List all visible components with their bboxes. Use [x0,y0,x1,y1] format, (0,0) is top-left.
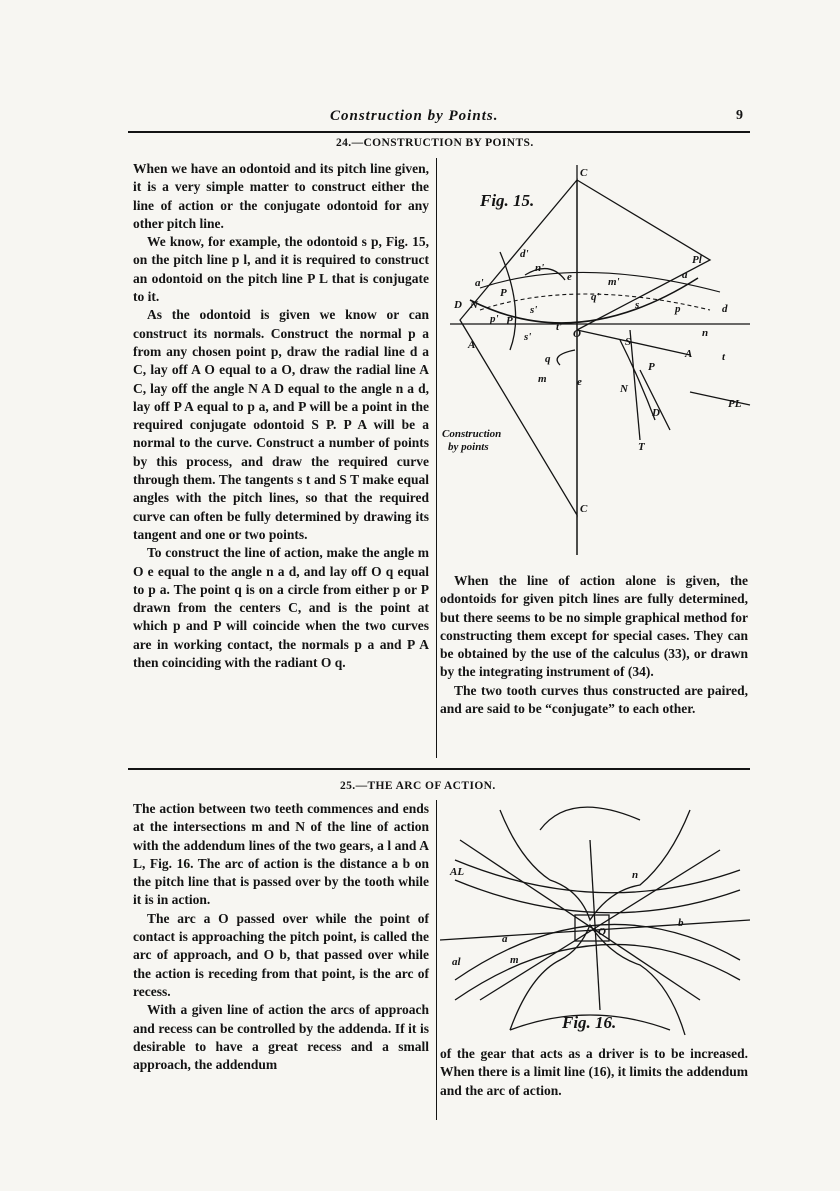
label-T: T [638,441,645,453]
label-n: n [702,327,709,339]
label-a: a [502,933,508,945]
label-N-right: N [620,383,628,395]
label-al: al [452,956,461,968]
section-25-right-column [440,1045,748,1100]
label-n-prime: n' [535,262,545,274]
column-divider [436,800,437,1120]
paragraph: With a given line of action the arcs of approach and recess can be controlled by the addenda. If it is desirable to have a great recess and a small approach, the addendum [133,1002,429,1073]
upper-right-lines [577,180,710,330]
label-C-top: C [580,167,588,179]
label-O: O [598,926,606,938]
label-e-upper: e [567,271,572,283]
figure-15 [440,160,760,570]
label-a-prime: a' [475,277,484,289]
label-n: n [632,869,639,881]
label-p-prime: p' [490,313,499,325]
label-s-prime: s' [530,304,538,316]
paragraph: When we have an odontoid and its pitch line given, it is a very simple matter to construct either the line of action or the conjugate odontoid for any other pitch line. [133,161,429,231]
figure-15-caption-1: Construction [442,428,502,440]
label-O: O [573,328,581,340]
section-24-right-column [440,572,748,718]
header-rule [128,131,750,133]
line-of-action-2 [480,850,720,1000]
label-t-prime: t' [556,321,563,333]
label-AL: AL [450,866,465,878]
left-triangle [460,180,577,515]
tangent-line [640,370,670,430]
upper-gear-rim [540,807,640,830]
label-P-small: P [506,315,513,327]
label-PL: PL [728,398,742,410]
angle-arc [557,350,575,365]
label-t: t [722,351,726,363]
label-A-right: A [685,348,693,360]
label-a: a [682,269,688,281]
figure-15-title: Fig. 15. [480,191,535,210]
label-d: d [722,303,728,315]
paragraph: When the line of action alone is given, the odontoids for given pitch lines are fully determined, but there seems to be no simple graphical method for constructing them except for special cases. They can be obtained by the use of the calculus (33), or drawn by the integrating instrument of (34). [440,573,748,680]
section-24-left-column [133,160,429,672]
paragraph: The arc a O passed over while the point of contact is approaching the pitch point, is called the arc of approach, and O b, that passed over while the action is receding from that point, is the arc of recess. [133,910,429,999]
paragraph: As the odontoid is given we know or can construct its normals. Construct the normal p a from any chosen point p, draw the radial line d a C, lay off A O equal to a O, draw the radial line A C, lay off the angle N A D equal to the angle n a d, lay off P A equal to p a, and P will be a point in the required conjugate odontoid S P. P A will be a normal to the curve. Construct a number of points by this process, and draw the required curve through them. The tangents s t and S T make equal angles with the pitch lines, so that the required curve can often be fully determined by drawing its tangent and one or two points. [133,307,429,542]
section-25-title: 25.—THE ARC OF ACTION. [340,780,496,792]
upper-pitch-arc [455,880,740,913]
label-A-left: A [468,339,476,351]
column-divider [436,158,437,758]
label-S: S [625,336,632,348]
section-25-left-column [133,800,429,1074]
label-d-prime: d' [520,248,529,260]
running-title: Construction by Points. [330,108,499,124]
paragraph: To construct the line of action, make the angle m O e equal to the angle n a d, and lay off O q equal to p a. The point q is on a circle from either p or P drawn from the centers C, and is the point at which p and P will coincide when the two curves are in working contact, the normals p a and P A then coinciding with the radiant O q. [133,545,429,671]
label-e-lower: e [577,376,582,388]
label-m: m [538,373,547,385]
label-s: s [635,299,640,311]
label-N-left: N [470,299,478,311]
label-q-prime: q' [591,291,600,303]
figure-15-caption-2: by points [448,441,489,453]
label-p: p [675,303,681,315]
page-number: 9 [736,108,743,123]
label-q: q [545,353,551,365]
label-C-bottom: C [580,503,588,515]
radial-line [577,330,690,355]
paragraph: The two tooth curves thus constructed are paired, and are said to be “conjugate” to each other. [440,682,748,717]
paragraph: We know, for example, the odontoid s p, Fig. 15, on the pitch line p l, and it is required to construct an odontoid on the pitch line P L that is conjugate to it. [133,234,429,305]
section-rule [128,768,750,770]
label-Pl: Pl [692,254,702,266]
label-P-upper: P [500,287,507,299]
label-D-right: D [652,407,660,419]
paragraph: of the gear that acts as a driver is to be increased. When there is a limit line (16), it limits the addendum and the arc of action. [440,1046,748,1098]
odontoid-left [500,252,516,350]
label-P-right: P [648,361,655,373]
normal-line [630,330,640,440]
paragraph: The action between two teeth commences and ends at the intersections m and N of the line of action with the addendum lines of the two gears, a l and A L, Fig. 16. The arc of action is the distance a b on the pitch line that is passed over by the tooth while it is in action. [133,801,429,908]
label-m-prime: m' [608,276,620,288]
label-s-prime-lower: s' [524,331,532,343]
section-24-title: 24.—CONSTRUCTION BY POINTS. [336,137,534,149]
label-D-left: D [454,299,462,311]
figure-16 [440,800,750,1042]
figure-16-title: Fig. 16. [562,1013,617,1032]
label-b: b [678,917,684,929]
label-m: m [510,954,519,966]
